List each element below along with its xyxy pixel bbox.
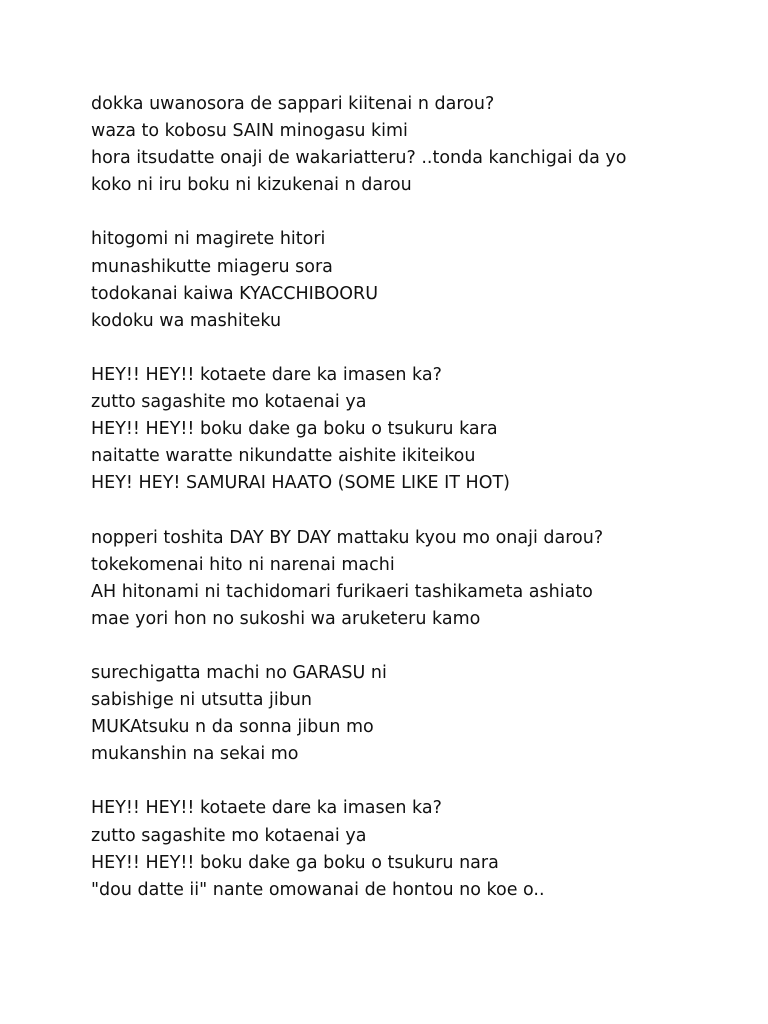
lyric-line: hitogomi ni magirete hitori [91, 229, 326, 250]
lyric-line: nopperi toshita DAY BY DAY mattaku kyou mo onaji darou? [91, 527, 604, 548]
lyric-line: koko ni iru boku ni kizukenai n darou [91, 175, 412, 196]
stanza-5 [91, 660, 751, 768]
lyric-line: HEY!! HEY!! boku dake ga boku o tsukuru nara [91, 852, 499, 873]
lyric-line: hora itsudatte onaji de wakariatteru? ..tonda kanchigai da yo [91, 148, 627, 169]
stanza-6 [91, 795, 751, 903]
lyric-line: mae yori hon no sukoshi wa aruketeru kamo [91, 608, 481, 629]
lyric-line: AH hitonami ni tachidomari furikaeri tashikameta ashiato [91, 581, 593, 602]
lyric-line: HEY!! HEY!! kotaete dare ka imasen ka? [91, 798, 442, 819]
lyric-line: mukanshin na sekai mo [91, 744, 299, 765]
stanza-1 [91, 91, 751, 199]
lyric-line: HEY!! HEY!! boku dake ga boku o tsukuru kara [91, 419, 498, 440]
lyric-line: MUKAtsuku n da sonna jibun mo [91, 717, 374, 738]
lyric-line: "dou datte ii" nante omowanai de hontou no koe o.. [91, 879, 545, 900]
lyric-line: waza to kobosu SAIN minogasu kimi [91, 121, 408, 142]
lyric-line: HEY!! HEY!! kotaete dare ka imasen ka? [91, 364, 442, 385]
lyric-line: tokekomenai hito ni narenai machi [91, 554, 395, 575]
lyric-line: zutto sagashite mo kotaenai ya [91, 825, 367, 846]
lyric-line: naitatte waratte nikundatte aishite ikiteikou [91, 446, 476, 467]
stanza-4 [91, 525, 751, 633]
lyric-line: HEY! HEY! SAMURAI HAATO (SOME LIKE IT HOT) [91, 473, 510, 494]
lyric-line: munashikutte miageru sora [91, 256, 333, 277]
stanza-2 [91, 226, 751, 334]
lyrics-page [91, 91, 751, 931]
stanza-3 [91, 362, 751, 497]
lyric-line: dokka uwanosora de sappari kiitenai n darou? [91, 94, 495, 114]
lyric-line: sabishige ni utsutta jibun [91, 690, 313, 711]
lyric-line: surechigatta machi no GARASU ni [91, 662, 387, 683]
lyric-line: todokanai kaiwa KYACCHIBOORU [91, 283, 379, 304]
lyric-line: zutto sagashite mo kotaenai ya [91, 392, 367, 413]
lyric-line: kodoku wa mashiteku [91, 310, 282, 331]
